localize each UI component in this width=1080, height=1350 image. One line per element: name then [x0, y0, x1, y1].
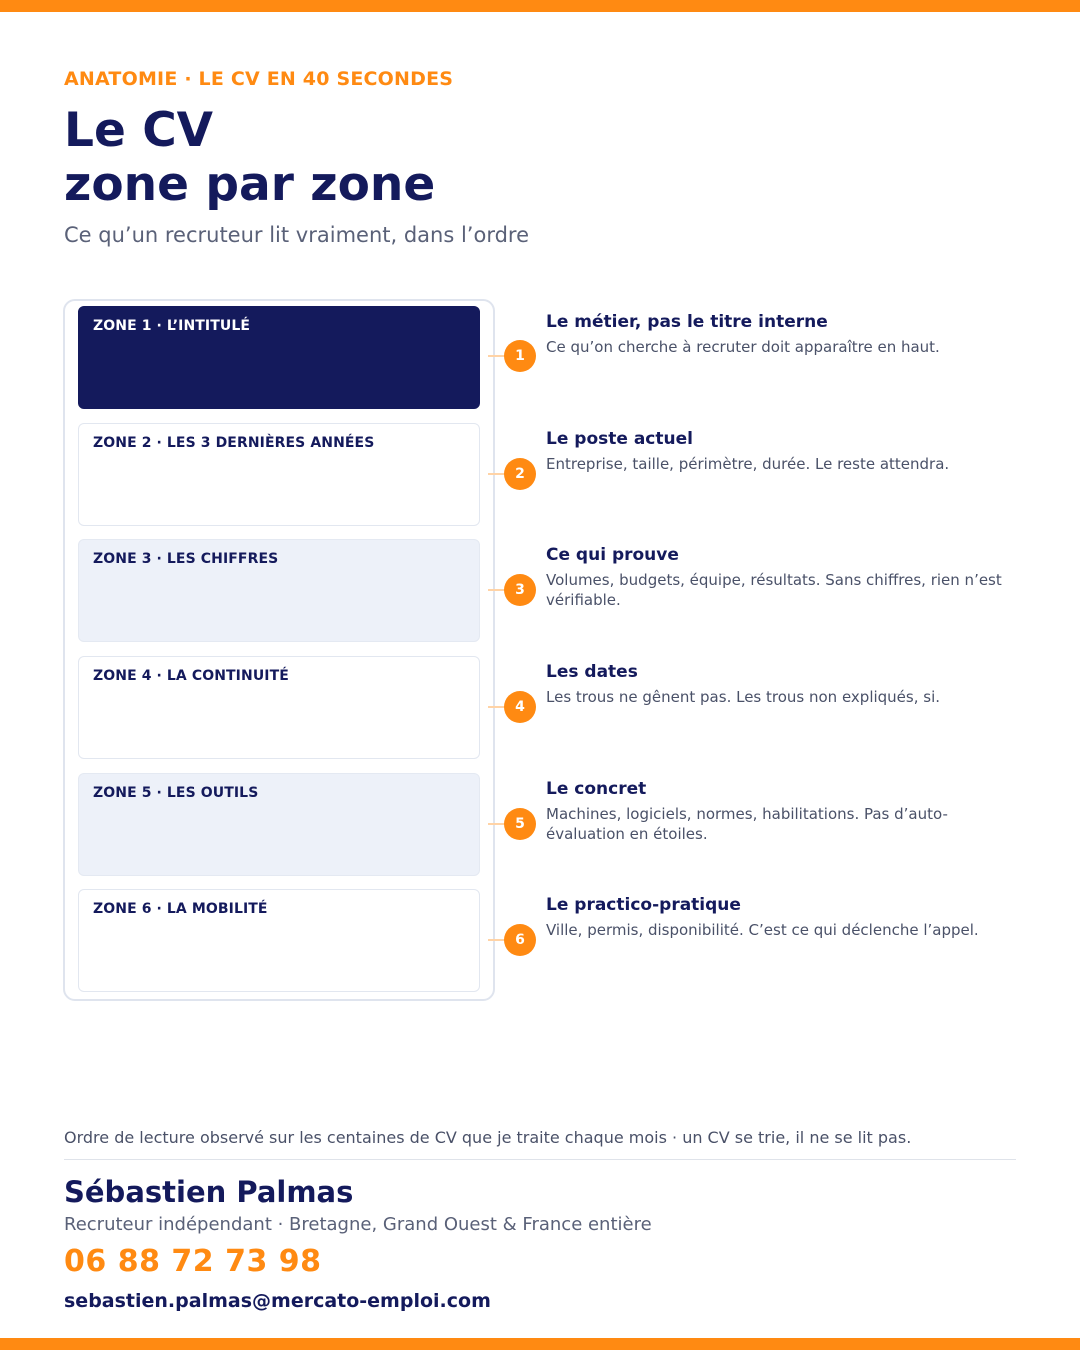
zone-label: ZONE 6 · LA MOBILITÉ — [93, 901, 268, 917]
zone-6-box — [78, 889, 480, 992]
zone-label: ZONE 5 · LES OUTILS — [93, 785, 259, 801]
annotation-desc: Les trous ne gênent pas. Les trous non expliqués, si. — [546, 688, 941, 706]
author-role: Recruteur indépendant · Bretagne, Grand Ouest & France entière — [64, 1214, 652, 1235]
title-line-1: Le CV — [64, 103, 214, 158]
footnote: Ordre de lecture observé sur les centaines de CV que je traite chaque mois · un CV se trie, il ne se lit pas. — [64, 1128, 912, 1147]
zone-label: ZONE 1 · L’INTITULÉ — [93, 318, 251, 334]
zone-2-box — [78, 423, 480, 526]
annotation-title: Le poste actuel — [546, 429, 693, 449]
zone-label: ZONE 4 · LA CONTINUITÉ — [93, 668, 289, 684]
zone-1-box — [78, 306, 480, 409]
annotation-desc: Ville, permis, disponibilité. C’est ce qui déclenche l’appel. — [546, 921, 979, 939]
zone-label: ZONE 2 · LES 3 DERNIÈRES ANNÉES — [93, 435, 375, 451]
page-title — [64, 104, 435, 212]
zone-number-badge: 1 — [504, 340, 536, 372]
zone-label: ZONE 3 · LES CHIFFRES — [93, 551, 279, 567]
annotation-title: Le practico-pratique — [546, 895, 741, 915]
annotation-title: Le métier, pas le titre interne — [546, 312, 828, 332]
page-subtitle: Ce qu’un recruteur lit vraiment, dans l’ordre — [64, 223, 530, 247]
author-name: Sébastien Palmas — [64, 1175, 354, 1209]
annotation-desc: Ce qu’on cherche à recruter doit apparaître en haut. — [546, 338, 940, 356]
annotation-desc: Machines, logiciels, normes, habilitations. Pas d’auto-évaluation en étoiles. — [546, 805, 948, 843]
zone-5-box — [78, 773, 480, 876]
phone-number: 06 88 72 73 98 — [64, 1244, 322, 1279]
zone-number-badge: 4 — [504, 691, 536, 723]
annotation-desc: Entreprise, taille, périmètre, durée. Le reste attendra. — [546, 455, 950, 473]
title-line-2: zone par zone — [64, 157, 436, 212]
zone-number-badge: 6 — [504, 924, 536, 956]
zone-number-badge: 5 — [504, 808, 536, 840]
email-address: sebastien.palmas@mercato-emploi.com — [64, 1290, 491, 1312]
zone-number-badge: 2 — [504, 458, 536, 490]
annotation-title: Ce qui prouve — [546, 545, 679, 565]
eyebrow: ANATOMIE · LE CV EN 40 SECONDES — [64, 68, 454, 90]
top-accent-bar — [0, 0, 1080, 12]
zone-number-badge: 3 — [504, 574, 536, 606]
bottom-accent-bar — [0, 1338, 1080, 1350]
annotation-desc: Volumes, budgets, équipe, résultats. Sans chiffres, rien n’est vérifiable. — [546, 571, 1002, 609]
divider — [64, 1159, 1016, 1160]
zone-4-box — [78, 656, 480, 759]
annotation-title: Le concret — [546, 779, 647, 799]
zone-3-box — [78, 539, 480, 642]
annotation-title: Les dates — [546, 662, 638, 682]
